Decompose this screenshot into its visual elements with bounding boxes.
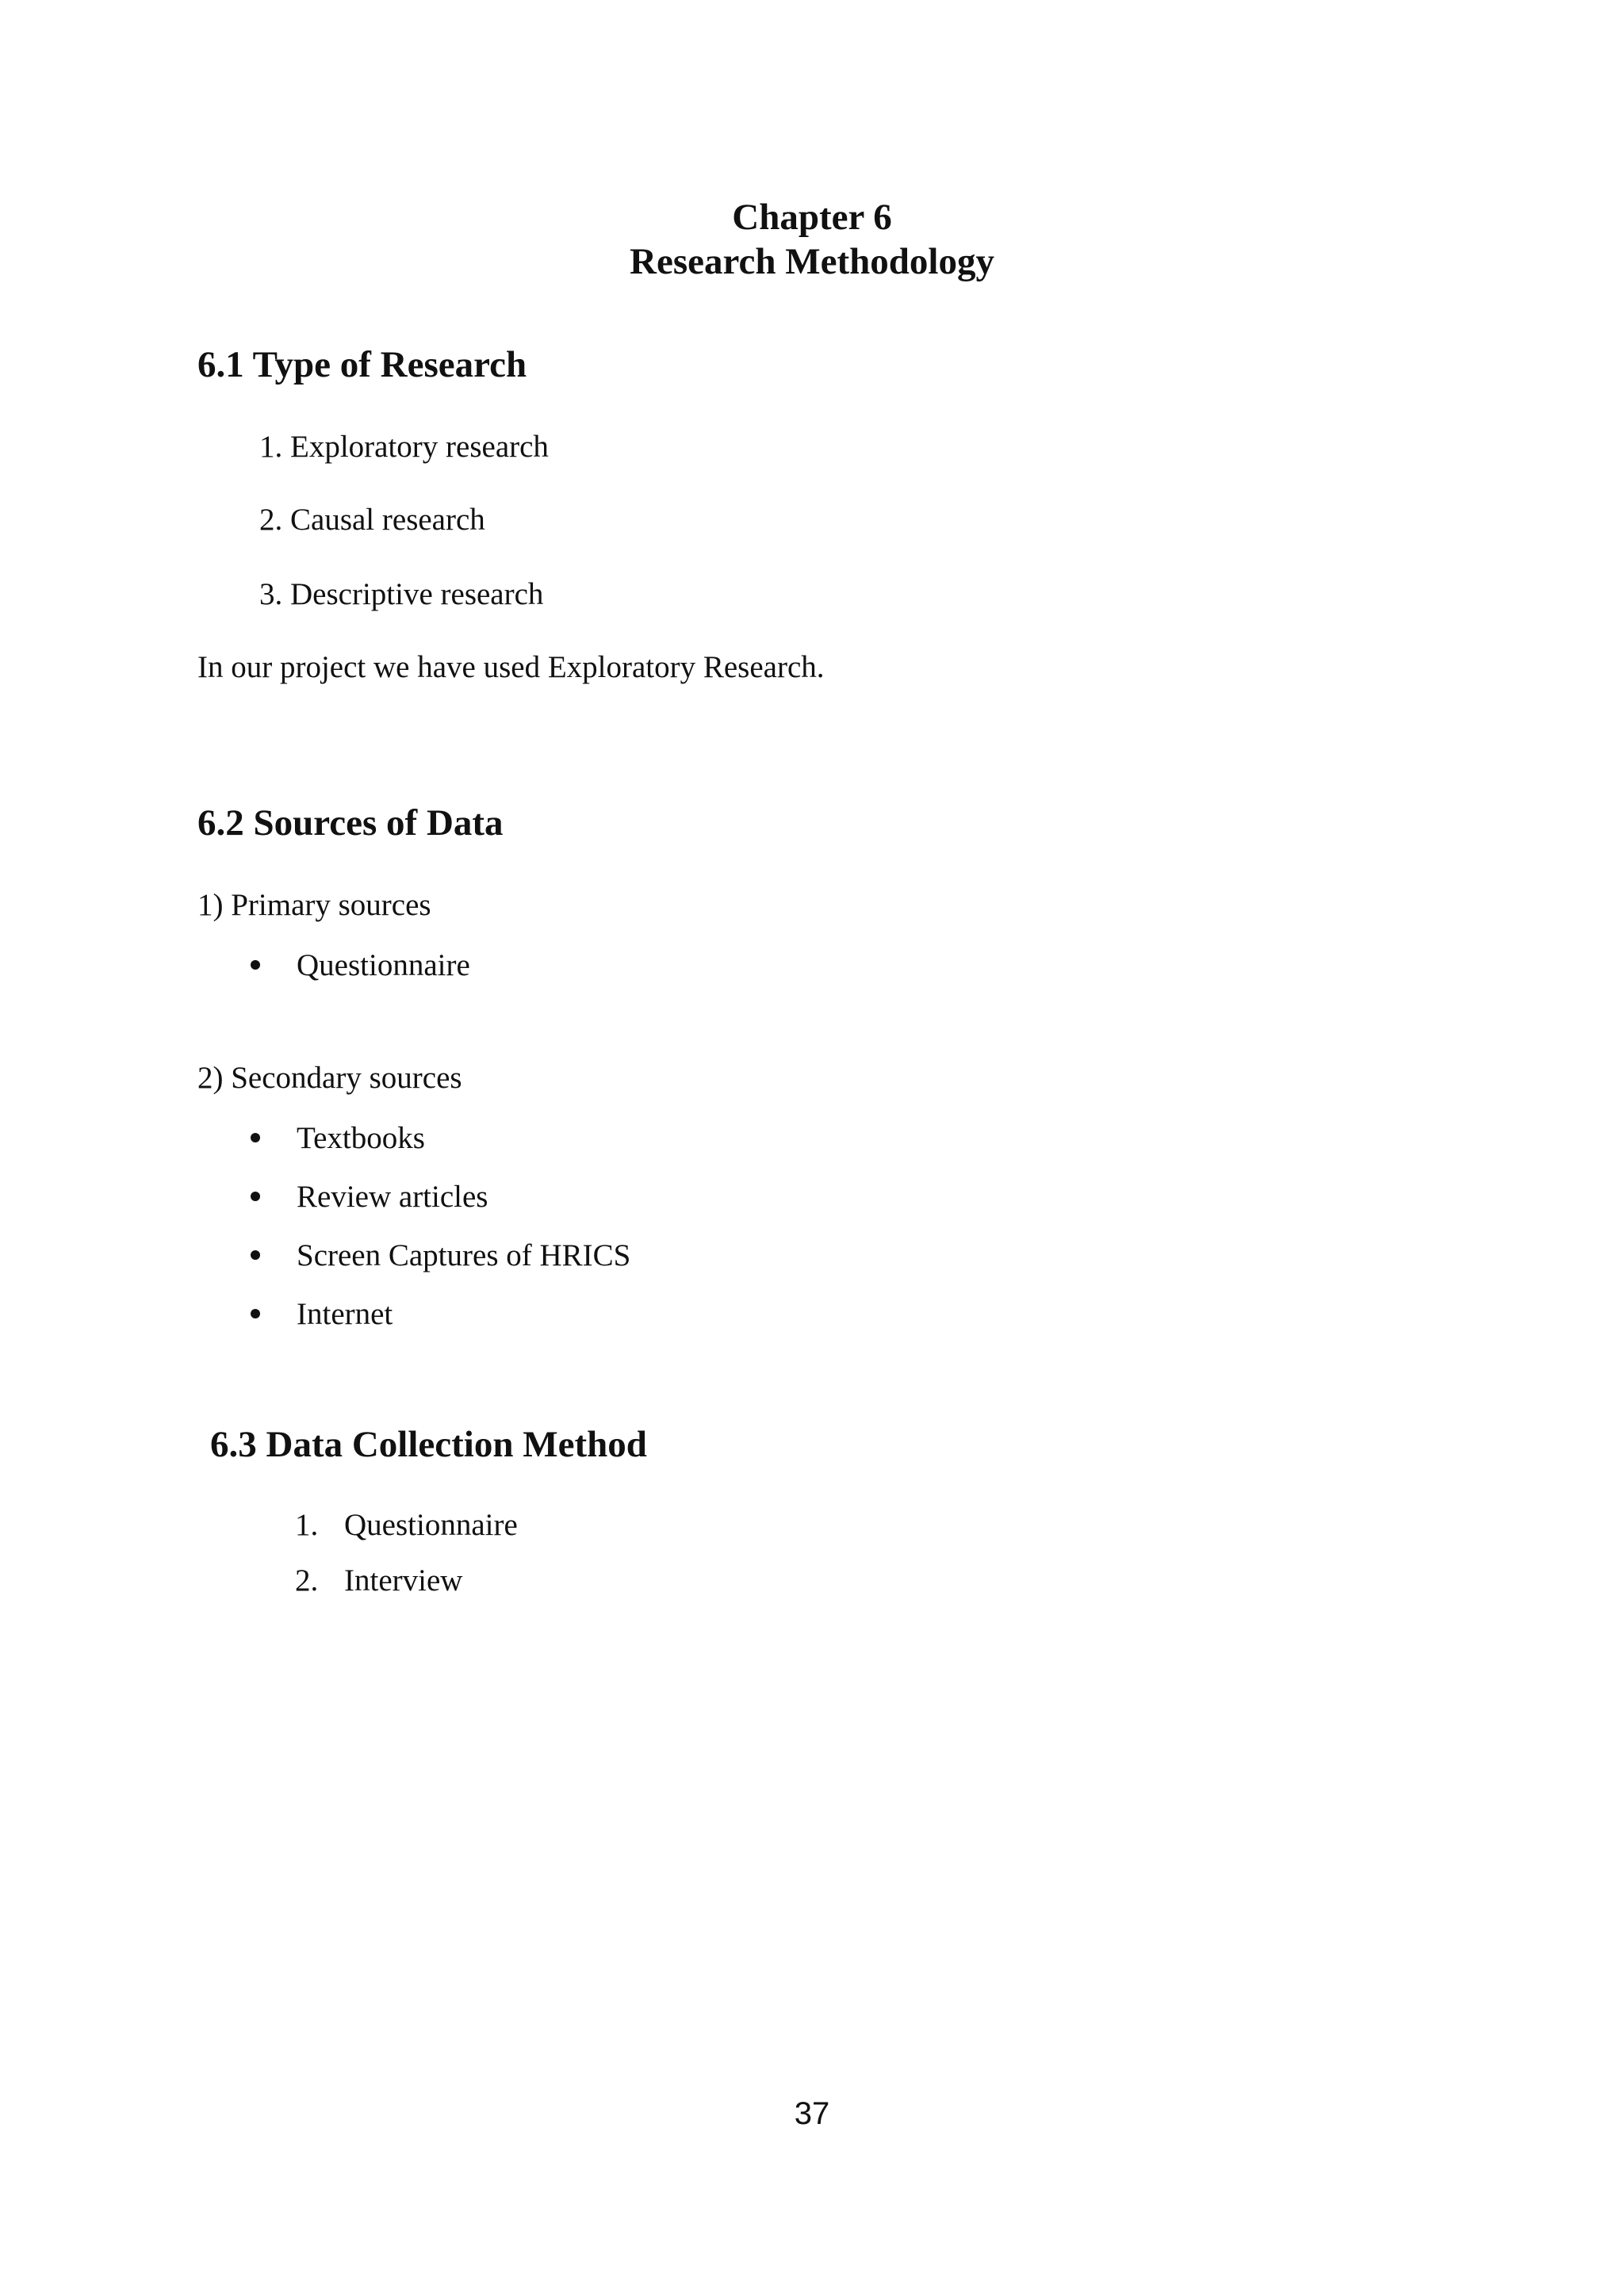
section-heading-6-3: 6.3 Data Collection Method	[210, 1424, 647, 1465]
list-item	[251, 1178, 488, 1216]
bullet-icon	[251, 1309, 260, 1318]
section-heading-6-1: 6.1 Type of Research	[197, 344, 527, 385]
list-item	[251, 1119, 425, 1158]
primary-sources-label: 1) Primary sources	[197, 888, 431, 922]
list-item	[295, 1562, 463, 1600]
list-item-number: 1.	[295, 1508, 319, 1542]
list-item	[251, 947, 470, 985]
list-item-text: Internet	[297, 1297, 393, 1331]
secondary-sources-label: 2) Secondary sources	[197, 1061, 462, 1095]
section-heading-6-2: 6.2 Sources of Data	[197, 802, 504, 844]
list-item-text: Interview	[344, 1563, 463, 1598]
research-type-item: 1. Exploratory research	[259, 430, 549, 464]
chapter-number: Chapter 6	[732, 197, 892, 238]
chapter-heading	[0, 195, 1624, 284]
research-type-paragraph: In our project we have used Exploratory Research.	[197, 650, 825, 684]
list-item-text: Textbooks	[297, 1121, 425, 1155]
chapter-title: Research Methodology	[630, 241, 994, 282]
list-item-text: Questionnaire	[344, 1508, 518, 1542]
list-item-text: Questionnaire	[297, 948, 470, 982]
research-type-item: 2. Causal research	[259, 503, 485, 537]
bullet-icon	[251, 1250, 260, 1260]
list-item-text: Screen Captures of HRICS	[297, 1238, 631, 1272]
bullet-icon	[251, 1192, 260, 1201]
page-number: 37	[794, 2096, 830, 2131]
bullet-icon	[251, 1133, 260, 1142]
list-item	[251, 1237, 631, 1275]
list-item	[251, 1295, 393, 1334]
list-item-text: Review articles	[297, 1180, 488, 1214]
list-item-number: 2.	[295, 1563, 319, 1598]
list-item	[295, 1506, 518, 1544]
research-type-item: 3. Descriptive research	[259, 577, 544, 611]
bullet-icon	[251, 960, 260, 970]
